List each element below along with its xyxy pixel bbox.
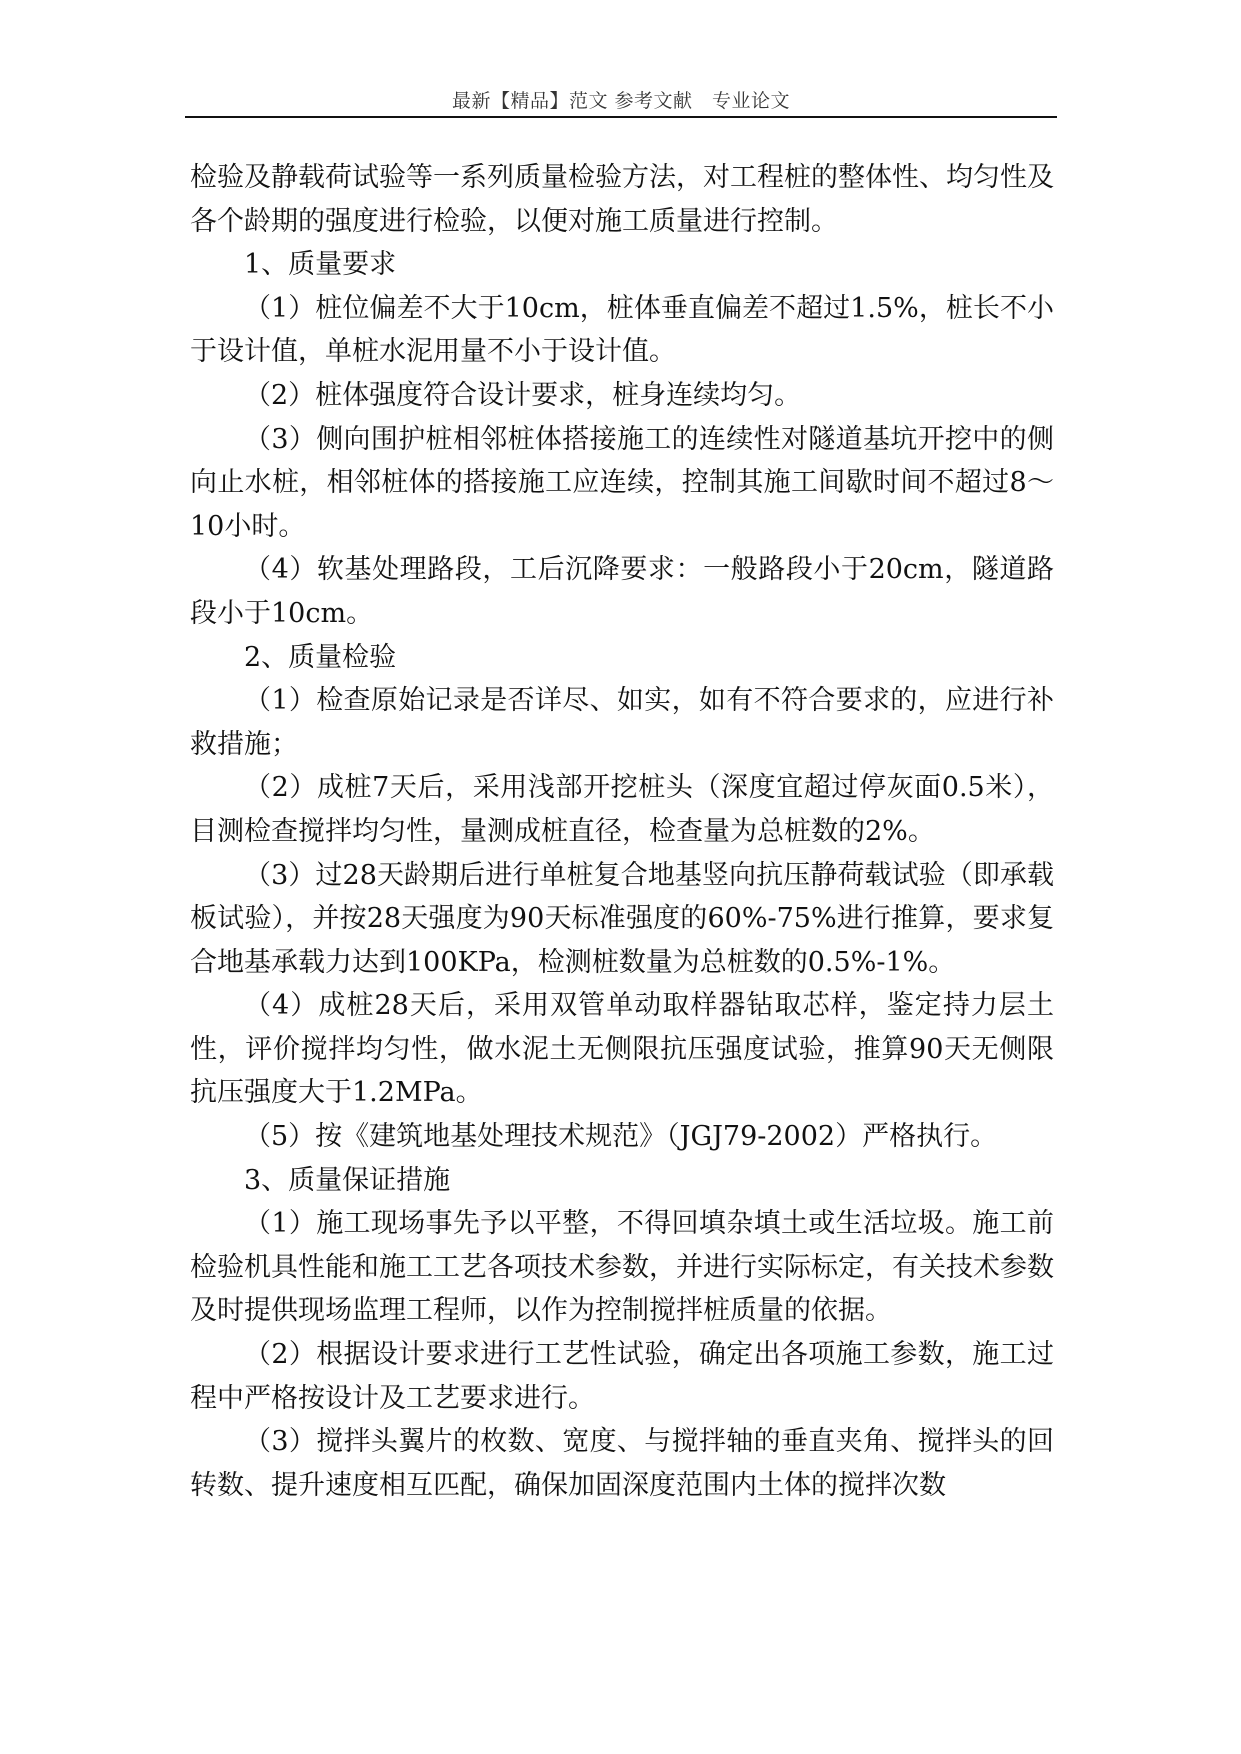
paragraph-inspection-2: （2）成桩7天后，采用浅部开挖桩头（深度宜超过停灰面0.5米），目测检查搅拌均匀性，量测成桩直径，检查量为总桩数的2%。 (190, 772, 1054, 847)
paragraph-requirement-4: （4）软基处理路段，工后沉降要求：一般路段小于20cm，隧道路段小于10cm。 (190, 554, 1054, 629)
section-heading-quality-requirements: 1、质量要求 (244, 249, 397, 281)
section-heading-quality-assurance: 3、质量保证措施 (244, 1164, 451, 1196)
page-header: 最新【精品】范文 参考文献 专业论文 (451, 90, 791, 112)
paragraph-inspection-4: （4）成桩28天后，采用双管单动取样器钻取芯样，鉴定持力层土性，评价搅拌均匀性，做水泥土无侧限抗压强度试验，推算90天无侧限抗压强度大于1.2MPa。 (190, 990, 1054, 1109)
paragraph-assurance-1: （1）施工现场事先予以平整，不得回填杂填土或生活垃圾。施工前检验机具性能和施工工艺各项技术参数，并进行实际标定，有关技术参数及时提供现场监理工程师，以作为控制搅拌桩质量的依据。 (190, 1208, 1054, 1327)
paragraph-inspection-5: （5）按《建筑地基处理技术规范》（JGJ79-2002）严格执行。 (244, 1121, 998, 1153)
paragraph-assurance-3: （3）搅拌头翼片的枚数、宽度、与搅拌轴的垂直夹角、搅拌头的回转数、提升速度相互匹配，确保加固深度范围内土体的搅拌次数 (190, 1426, 1054, 1501)
paragraph-inspection-1: （1）检查原始记录是否详尽、如实，如有不符合要求的，应进行补救措施； (190, 685, 1054, 760)
paragraph-requirement-2: （2）桩体强度符合设计要求，桩身连续均匀。 (244, 379, 802, 411)
paragraph-inspection-3: （3）过28天龄期后进行单桩复合地基竖向抗压静荷载试验（即承载板试验），并按28天强度为90天标准强度的60%-75%进行推算，要求复合地基承载力达到100KPa，检测桩数量为总桩数的0.5%-1%。 (190, 859, 1054, 978)
header-divider (185, 116, 1057, 118)
paragraph-requirement-3: （3）侧向围护桩相邻桩体搭接施工的连续性对隧道基坑开挖中的侧向止水桩，相邻桩体的搭接施工应连续，控制其施工间歇时间不超过8～10小时。 (190, 423, 1054, 542)
paragraph-requirement-1: （1）桩位偏差不大于10cm，桩体垂直偏差不超过1.5%，桩长不小于设计值，单桩水泥用量不小于设计值。 (190, 292, 1054, 368)
paragraph-1: 检验及静载荷试验等一系列质量检验方法，对工程桩的整体性、均匀性及各个龄期的强度进行检验，以便对施工质量进行控制。 (190, 162, 1054, 237)
document-body (190, 156, 1054, 1507)
paragraph-assurance-2: （2）根据设计要求进行工艺性试验，确定出各项施工参数，施工过程中严格按设计及工艺要求进行。 (190, 1339, 1054, 1414)
section-heading-quality-inspection: 2、质量检验 (244, 641, 397, 673)
